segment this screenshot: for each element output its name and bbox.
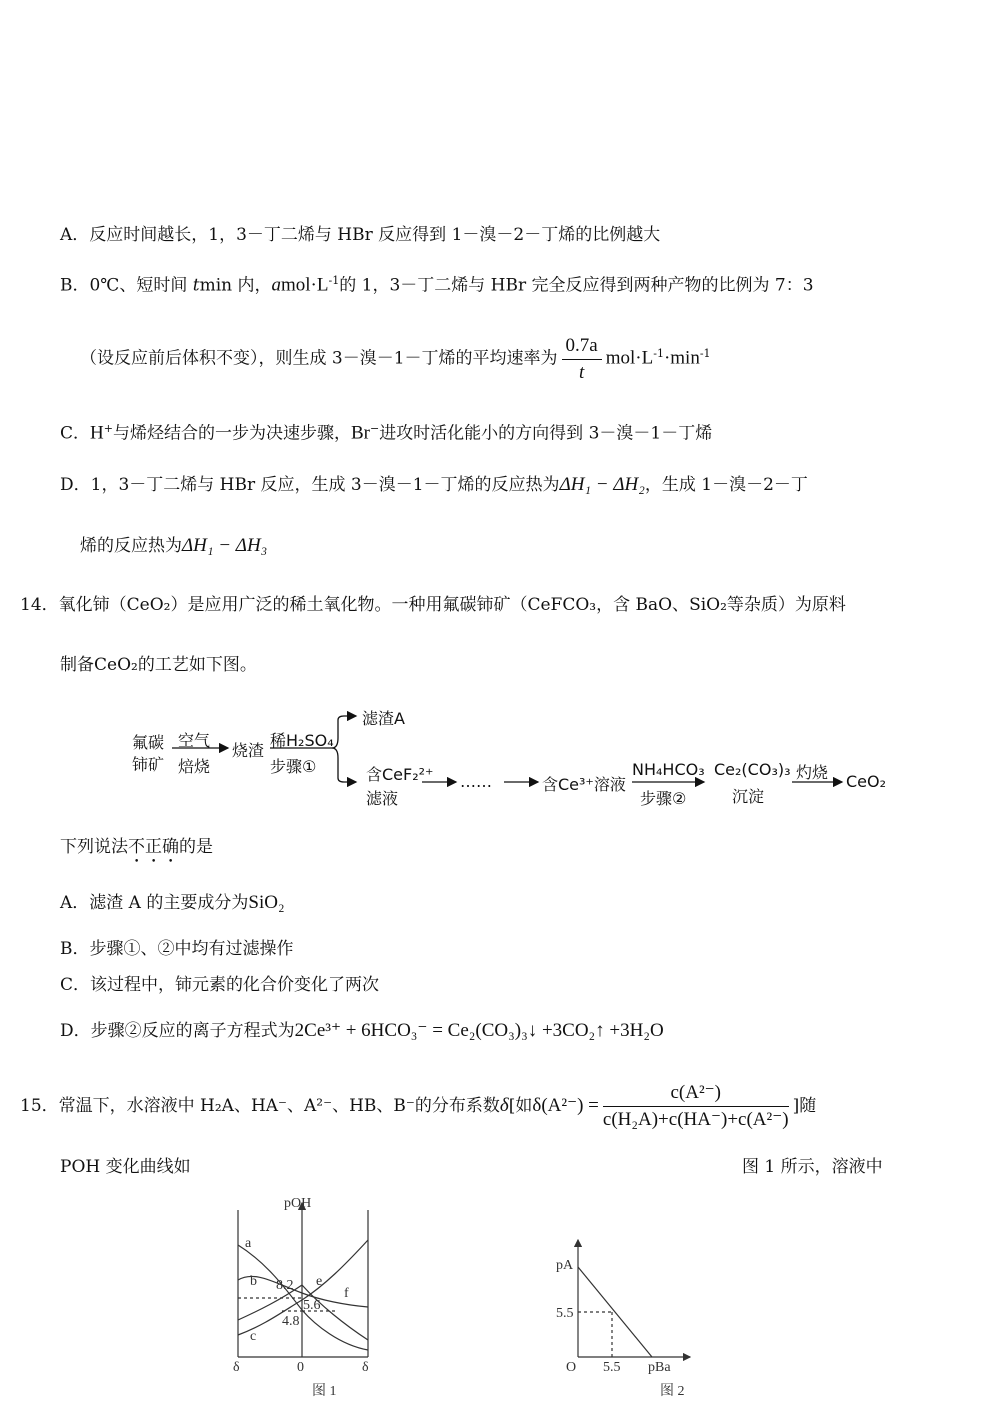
text: B．0℃、短时间 xyxy=(60,275,193,296)
fig1-xlabel-right: δ xyxy=(362,1360,369,1375)
text: 的工艺如下图。 xyxy=(137,655,257,675)
filtrate-label-1: 含CeF₂²⁺ xyxy=(366,765,434,784)
formula-ceo2: CeO₂ xyxy=(126,595,171,615)
text: ]随 xyxy=(792,1096,817,1116)
text: （设反应前后体积不变），则生成 3－溴－1－丁烯的平均速率为 xyxy=(80,348,558,369)
formula-sio2: SiO₂ xyxy=(689,595,727,615)
acid-label: 稀H₂SO₄ xyxy=(270,731,334,750)
formula-ceo2: CeO₂ xyxy=(94,655,138,675)
unit2: ·min xyxy=(663,347,700,369)
fraction-numerator: 0.7a xyxy=(562,333,602,360)
fig2-y-value: 5.5 xyxy=(556,1306,574,1321)
text: D．步骤②反应的离子方程式为 xyxy=(60,1021,295,1041)
q15-stem-line1 xyxy=(20,1078,816,1134)
figure-1 xyxy=(238,1203,368,1357)
fraction-numerator: c(A²⁻) xyxy=(603,1080,789,1107)
text: 14．氧化铈（ xyxy=(20,595,127,615)
ore-label-2: 铈矿 xyxy=(132,755,165,774)
fig1-ylabel: pOH xyxy=(284,1196,312,1211)
q13-option-d-line2 xyxy=(80,535,267,557)
rate-fraction xyxy=(562,333,602,386)
fig2-x-value: 5.5 xyxy=(603,1360,621,1375)
fig1-curve-f: f xyxy=(344,1286,349,1301)
air-label: 空气 xyxy=(178,731,211,750)
unit-exp: -1 xyxy=(328,274,340,287)
fig1-xlabel-left: δ xyxy=(233,1360,240,1375)
enthalpy-expr: ΔH₁ − ΔH₃ xyxy=(182,535,268,556)
ionic-equation: 2Ce³⁺ + 6HCO₃⁻ = Ce₂(CO₃)₃↓ +3CO₂↑ +3H₂O xyxy=(294,1020,664,1041)
roast-label: 焙烧 xyxy=(178,757,211,776)
q14-stem-line2 xyxy=(60,654,257,676)
unit: mol·L xyxy=(605,347,654,369)
q13-option-b-line1 xyxy=(60,270,814,297)
residue-a-label: 滤渣A xyxy=(362,709,405,728)
fig1-value-5-6: 5.6 xyxy=(303,1298,321,1313)
q14-option-c: C．该过程中，铈元素的化合价变化了两次 xyxy=(60,975,380,995)
ignite-label: 灼烧 xyxy=(796,763,829,782)
text: 的 1，3－丁二烯与 HBr 完全反应得到两种产物的比例为 7：3 xyxy=(339,275,814,296)
delta-lhs: δ(A²⁻) = xyxy=(532,1095,599,1116)
slag-label: 烧渣 xyxy=(232,741,265,760)
unit-exp: -1 xyxy=(653,347,664,360)
fig1-curve-e: e xyxy=(316,1274,323,1289)
enthalpy-expr: ΔH₁ − ΔH₂ xyxy=(559,474,645,495)
unit2-exp: -1 xyxy=(699,347,711,360)
bromide: Br xyxy=(350,422,370,444)
q14-option-d xyxy=(60,1020,664,1042)
nh4hco3-label: NH₄HCO₃ xyxy=(632,760,705,779)
q13-option-a: A．反应时间越长，1，3－丁二烯与 HBr 反应得到 1－溴－2－丁烯的比例越大 xyxy=(60,225,661,245)
q14-option-b: B．步骤①、②中均有过滤操作 xyxy=(60,939,294,959)
distribution-fraction xyxy=(603,1080,789,1133)
figures xyxy=(0,1185,992,1403)
text: ）是应用广泛的稀土氧化物。一种用氟碳铈矿（ xyxy=(170,595,528,615)
fig1-value-4-8: 4.8 xyxy=(282,1314,300,1329)
fig1-caption: 图 1 xyxy=(312,1384,337,1399)
text: 进攻时活化能小的方向得到 3－溴－1－丁烯 xyxy=(379,423,713,444)
fig1-xlabel-mid: 0 xyxy=(297,1360,304,1375)
fig1-value-8-2: 8.2 xyxy=(276,1278,294,1293)
q15-stem-line2-left: POH 变化曲线如 xyxy=(60,1157,191,1177)
text: min 内， xyxy=(199,275,272,296)
text: A．滤渣 A 的主要成分为 xyxy=(60,893,249,913)
text: 烯的反应热为 xyxy=(80,536,182,556)
product-label: CeO₂ xyxy=(846,772,887,791)
ore-label-1: 氟碳 xyxy=(132,733,165,752)
text: 15．常温下，水溶液中 H₂A、HA⁻、A²⁻、HB、B⁻的分布系数 xyxy=(20,1096,500,1116)
charge: − xyxy=(369,422,380,435)
precipitate-label: 沉淀 xyxy=(732,787,765,806)
fig1-curve-c: c xyxy=(250,1329,257,1344)
ellipsis: …… xyxy=(460,772,492,791)
q13-option-c xyxy=(60,418,712,445)
q15-stem-line2-right: 图 1 所示，溶液中 xyxy=(742,1157,883,1177)
emphasis-text: 不正确 xyxy=(128,837,179,857)
formula-sio2: SiO₂ xyxy=(248,892,285,913)
q14-option-a xyxy=(60,892,285,914)
fig2-ylabel: pA xyxy=(556,1258,574,1273)
text: D．1，3－丁二烯与 HBr 反应，生成 3－溴－1－丁烯的反应热为 xyxy=(60,475,560,495)
text: 的是 xyxy=(179,837,213,857)
fig2-xlabel: pBa xyxy=(648,1360,671,1375)
q13-option-b-line2 xyxy=(80,326,711,387)
text: 下列说法 xyxy=(60,837,128,857)
text: C． xyxy=(60,423,91,444)
conc-var: a xyxy=(271,274,281,296)
text: ，生成 1－溴－2－丁 xyxy=(644,475,808,495)
text: ，含 BaO、 xyxy=(596,595,690,615)
fig1-curve-a: a xyxy=(245,1236,252,1251)
text: 与烯烃结合的一步为决速步骤， xyxy=(112,423,351,444)
fraction-denominator: t xyxy=(579,361,585,383)
text: 制备 xyxy=(60,655,94,675)
step2-label: 步骤② xyxy=(640,789,687,808)
filtrate-label-2: 滤液 xyxy=(366,789,399,808)
text: [如 xyxy=(508,1096,533,1116)
proton: H xyxy=(90,422,104,444)
process-flow-diagram xyxy=(120,700,910,810)
carbonate-label: Ce₂(CO₃)₃ xyxy=(714,760,791,779)
q14-stem-line1 xyxy=(20,594,846,616)
q14-prompt xyxy=(60,836,213,867)
formula-cefco3: CeFCO₃ xyxy=(527,595,597,615)
charge: + xyxy=(103,422,113,435)
fig2-origin: O xyxy=(566,1360,577,1375)
fig2-caption: 图 2 xyxy=(660,1384,685,1399)
step1-label: 步骤① xyxy=(270,757,317,776)
ce3-solution-label: 含Ce³⁺溶液 xyxy=(542,775,626,794)
text: 等杂质）为原料 xyxy=(726,595,846,615)
figure-2 xyxy=(578,1240,690,1357)
fig1-curve-b: b xyxy=(250,1274,257,1289)
time-var: t xyxy=(192,275,200,296)
delta-symbol: δ xyxy=(499,1095,509,1116)
q13-option-d-line1 xyxy=(60,474,808,496)
unit: mol·L xyxy=(281,274,329,296)
fraction-denominator: c(H₂A)+c(HA⁻)+c(A²⁻) xyxy=(602,1109,789,1130)
